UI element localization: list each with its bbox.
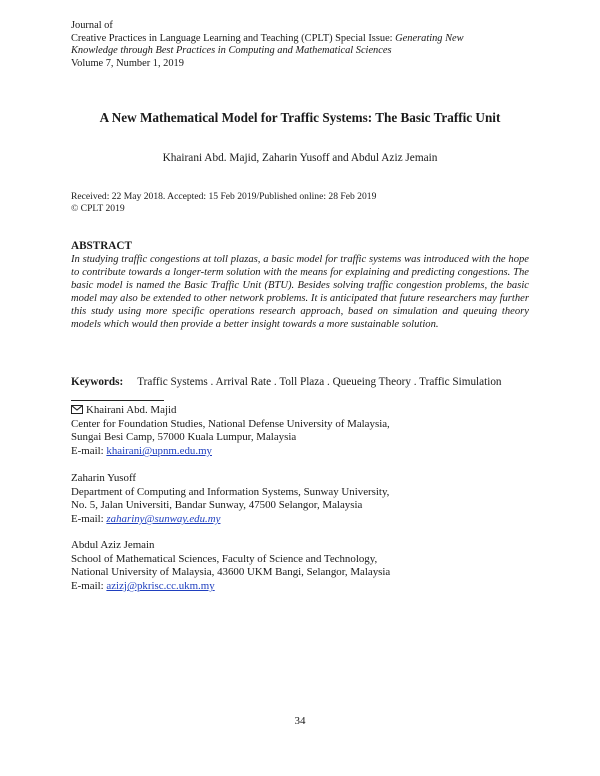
special-issue-title-cont: Knowledge through Best Practices in Computing and Mathematical Sciences <box>71 45 392 57</box>
special-issue-title: Generating New <box>395 32 464 44</box>
copyright-line: © CPLT 2019 <box>71 202 125 214</box>
affiliation-block-2 <box>71 472 541 527</box>
abstract-body: In studying traffic congestions at toll plazas, a basic model for traffic systems was introduced with the hope to contribute towards a longer-term solution with the means for explaining and predicting congestions. The basic model is named the Basic Traffic Unit (BTU). Besides solving traffic congestion problems, the basic model may also be extended to other network problems. It is anticipated that future researchers may further this study using more specific operations research approach, based on simulation and queuing theory models which would then provide a better insight towards a more sustainable solution. <box>71 254 529 330</box>
affiliation-name: Khairani Abd. Majid <box>86 404 177 416</box>
affiliation-block-3 <box>71 539 541 594</box>
affiliation-dept: Center for Foundation Studies, National Defense University of Malaysia, <box>71 417 390 430</box>
author-list: Khairani Abd. Majid, Zaharin Yusoff and Abdul Aziz Jemain <box>162 152 438 164</box>
affiliation-dept: Department of Computing and Information Systems, Sunway University, <box>71 485 390 498</box>
affiliation-email-line <box>71 580 541 594</box>
journal-line1: Journal of <box>71 20 113 31</box>
affiliation-block-1 <box>71 404 541 459</box>
affiliation-address: No. 5, Jalan Universiti, Bandar Sunway, 47500 Selangor, Malaysia <box>71 499 363 512</box>
publication-dates <box>71 191 531 214</box>
email-label: E-mail: <box>71 580 107 593</box>
affiliation-email-line <box>71 513 541 527</box>
page-number: 34 <box>294 715 306 727</box>
email-label: E-mail: <box>71 445 107 458</box>
keywords-text: Traffic Systems . Arrival Rate . Toll Plaza . Queueing Theory . Traffic Simulation <box>137 376 502 388</box>
footnote-rule <box>71 400 164 401</box>
keywords-line <box>71 376 502 388</box>
email-link[interactable]: zahariny@sunway.edu.my <box>106 513 221 526</box>
affiliation-dept: School of Mathematical Sciences, Faculty of Science and Technology, <box>71 552 378 565</box>
journal-volume: Volume 7, Number 1, 2019 <box>71 57 184 69</box>
keywords-label: Keywords: <box>71 376 124 388</box>
affiliation-name: Zaharin Yusoff <box>71 472 137 484</box>
envelope-icon <box>71 405 83 414</box>
affiliation-name-line <box>71 404 541 418</box>
email-link[interactable]: azizj@pkrisc.cc.ukm.my <box>106 580 215 593</box>
abstract-heading: ABSTRACT <box>71 240 132 252</box>
email-label: E-mail: <box>71 513 107 526</box>
journal-name: Creative Practices in Language Learning and Teaching (CPLT) Special Issue: <box>71 32 396 44</box>
journal-header <box>71 20 541 70</box>
affiliation-address: National University of Malaysia, 43600 UKM Bangi, Selangor, Malaysia <box>71 566 391 579</box>
affiliation-name: Abdul Aziz Jemain <box>71 539 155 551</box>
paper-title: A New Mathematical Model for Traffic Systems: The Basic Traffic Unit <box>99 110 501 125</box>
affiliation-email-line <box>71 445 541 459</box>
email-link[interactable]: khairani@upnm.edu.my <box>106 445 212 458</box>
affiliation-address: Sungai Besi Camp, 57000 Kuala Lumpur, Malaysia <box>71 431 297 444</box>
dates-line: Received: 22 May 2018. Accepted: 15 Feb 2019/Published online: 28 Feb 2019 <box>71 191 377 202</box>
